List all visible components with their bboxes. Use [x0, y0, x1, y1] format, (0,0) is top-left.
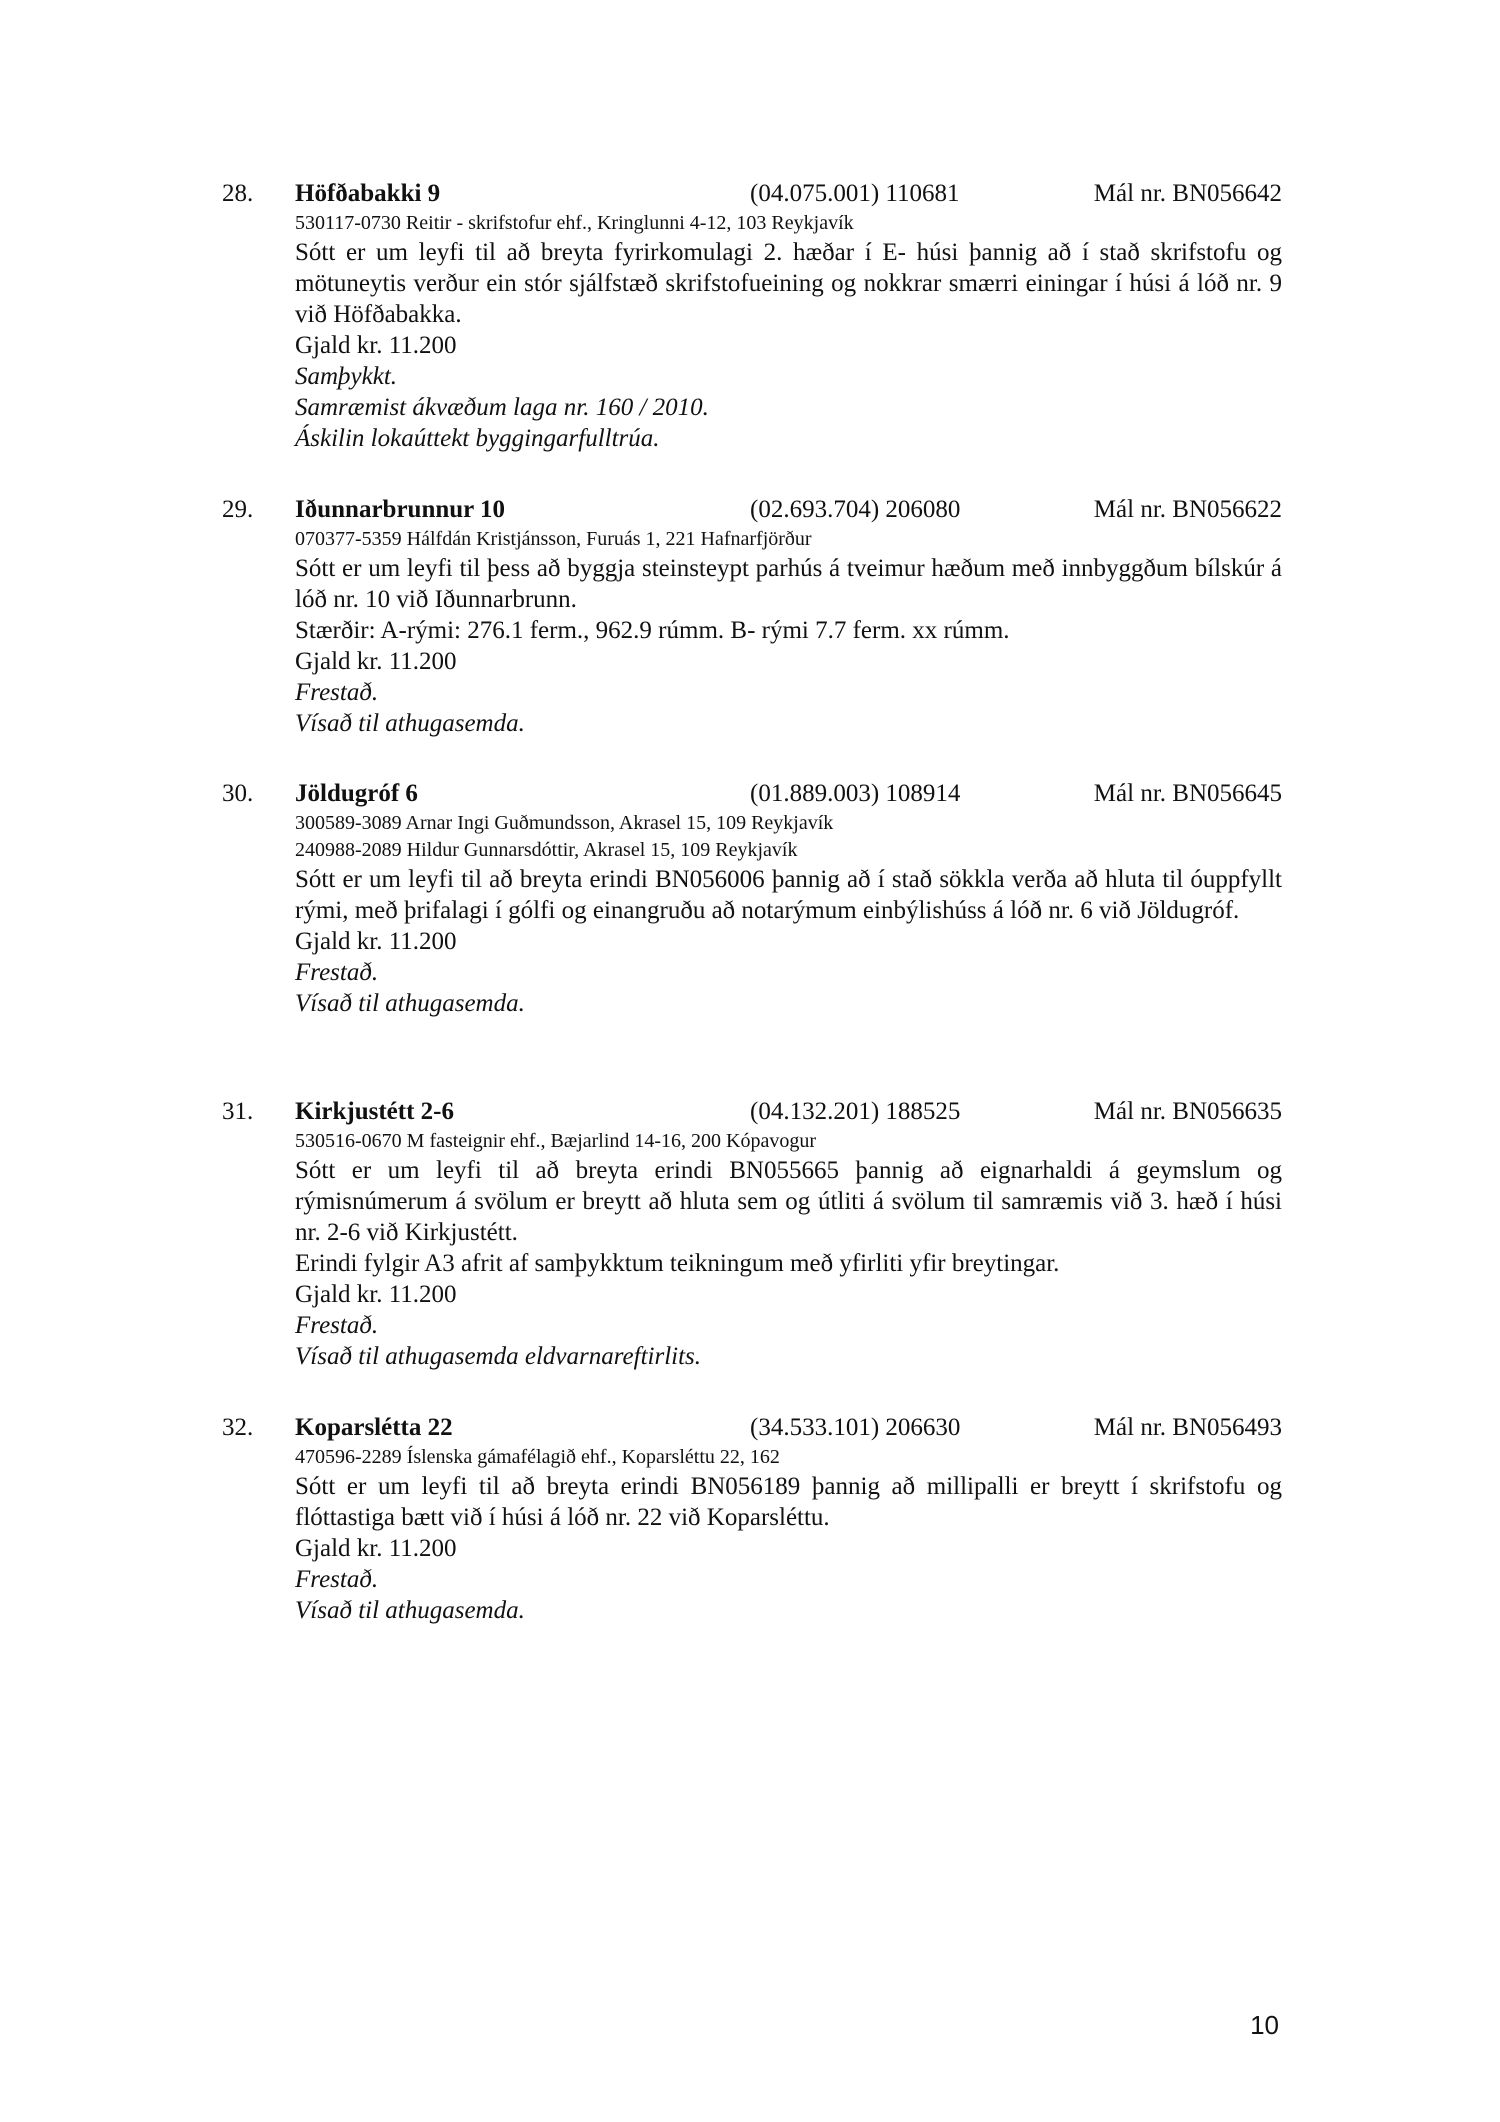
- dimensions-line: Stærðir: A-rými: 276.1 ferm., 962.9 rúmm. B- rými 7.7 ferm. xx rúmm.: [295, 617, 1010, 644]
- applicant-line: 240988-2089 Hildur Gunnarsdóttir, Akrasel 15, 109 Reykjavík: [295, 839, 798, 861]
- entry-body: [295, 1128, 1282, 1372]
- property-reference: (34.533.101) 206630: [750, 1414, 961, 1441]
- property-title: Kirkjustétt 2-6: [295, 1098, 454, 1125]
- fee-line: Gjald kr. 11.200: [295, 1281, 457, 1308]
- entry-body: [295, 810, 1282, 1019]
- decision-line: Frestað.: [295, 1312, 379, 1339]
- decision-line: Frestað.: [295, 679, 379, 706]
- property-title: Iðunnarbrunnur 10: [295, 496, 506, 523]
- application-description: Sótt er um leyfi til þess að byggja steinsteypt parhús á tveimur hæðum með innbyggðum bílskúr á lóð nr. 10 við Iðunnarbrunn.: [295, 555, 1282, 613]
- property-reference: (01.889.003) 108914: [750, 780, 961, 807]
- attachment-line: Erindi fylgir A3 afrit af samþykktum teikningum með yfirliti yfir breytingar.: [295, 1250, 1060, 1277]
- decision-line: Frestað.: [295, 959, 379, 986]
- application-description: Sótt er um leyfi til að breyta fyrirkomulagi 2. hæðar í E- húsi þannig að í stað skrifstofu og mötuneytis verður ein stór sjálfstæð skrifstofueining og nokkrar smærri einingar í húsi á lóð nr. 9 við Höfðabakka.: [295, 239, 1282, 328]
- property-reference: (04.132.201) 188525: [750, 1098, 961, 1125]
- applicant-line: 470596-2289 Íslenska gámafélagið ehf., Koparsléttu 22, 162: [295, 1446, 780, 1468]
- case-number: Mál nr. BN056642: [1093, 180, 1282, 207]
- entry-body: [295, 210, 1282, 454]
- decision-line: Samþykkt.: [295, 363, 398, 390]
- entry-body: [295, 1444, 1282, 1626]
- page-number: 10: [1250, 2010, 1279, 2040]
- decision-line: Vísað til athugasemda eldvarnareftirlits.: [295, 1343, 702, 1370]
- entry-number: 29.: [222, 496, 254, 523]
- property-title: Koparslétta 22: [295, 1414, 453, 1441]
- case-number: Mál nr. BN056645: [1093, 780, 1282, 807]
- fee-line: Gjald kr. 11.200: [295, 648, 457, 675]
- decision-line: Vísað til athugasemda.: [295, 710, 525, 737]
- decision-line: Vísað til athugasemda.: [295, 990, 525, 1017]
- entry-header: [222, 1412, 1282, 1444]
- property-title: Jöldugróf 6: [295, 780, 418, 807]
- application-description: Sótt er um leyfi til að breyta erindi BN056006 þannig að í stað sökkla verða að hluta til óuppfyllt rými, með þrifalagi í gólfi og einangruðu að notarýmum einbýlishúss á lóð nr. 6 við Jöldugróf.: [295, 866, 1282, 924]
- entry-number: 32.: [222, 1414, 254, 1441]
- case-number: Mál nr. BN056635: [1093, 1098, 1282, 1125]
- decision-line: Samræmist ákvæðum laga nr. 160 / 2010.: [295, 394, 709, 421]
- case-entry-32: [222, 1412, 1282, 1626]
- decision-line: Áskilin lokaúttekt byggingarfulltrúa.: [295, 425, 660, 452]
- property-reference: (04.075.001) 110681: [750, 180, 960, 207]
- case-number: Mál nr. BN056493: [1093, 1414, 1282, 1441]
- entry-number: 28.: [222, 180, 254, 207]
- application-description: Sótt er um leyfi til að breyta erindi BN056189 þannig að millipalli er breytt í skrifstofu og flóttastiga bætt við í húsi á lóð nr. 22 við Koparsléttu.: [295, 1473, 1282, 1531]
- application-description: Sótt er um leyfi til að breyta erindi BN055665 þannig að eignarhaldi á geymslum og rýmisnúmerum á svölum er breytt að hluta sem og útliti á svölum til samræmis við 3. hæð í húsi nr. 2-6 við Kirkjustétt.: [295, 1157, 1282, 1246]
- property-title: Höfðabakki 9: [295, 180, 441, 207]
- entry-header: [222, 178, 1282, 210]
- applicant-line: 300589-3089 Arnar Ingi Guðmundsson, Akrasel 15, 109 Reykjavík: [295, 812, 834, 834]
- decision-line: Frestað.: [295, 1566, 379, 1593]
- applicant-line: 530516-0670 M fasteignir ehf., Bæjarlind 14-16, 200 Kópavogur: [295, 1130, 817, 1152]
- case-entry-29: [222, 494, 1282, 739]
- case-entry-28: [222, 178, 1282, 454]
- fee-line: Gjald kr. 11.200: [295, 928, 457, 955]
- case-number: Mál nr. BN056622: [1093, 496, 1282, 523]
- entry-number: 31.: [222, 1098, 254, 1125]
- property-reference: (02.693.704) 206080: [750, 496, 961, 523]
- case-entry-30: [222, 778, 1282, 1019]
- entry-body: [295, 526, 1282, 739]
- applicant-line: 530117-0730 Reitir - skrifstofur ehf., Kringlunni 4-12, 103 Reykjavík: [295, 212, 854, 234]
- case-entry-31: [222, 1096, 1282, 1372]
- applicant-line: 070377-5359 Hálfdán Kristjánsson, Furuás 1, 221 Hafnarfjörður: [295, 528, 812, 550]
- entry-header: [222, 1096, 1282, 1128]
- entry-header: [222, 494, 1282, 526]
- fee-line: Gjald kr. 11.200: [295, 1535, 457, 1562]
- fee-line: Gjald kr. 11.200: [295, 332, 457, 359]
- entry-number: 30.: [222, 780, 254, 807]
- decision-line: Vísað til athugasemda.: [295, 1597, 525, 1624]
- entry-header: [222, 778, 1282, 810]
